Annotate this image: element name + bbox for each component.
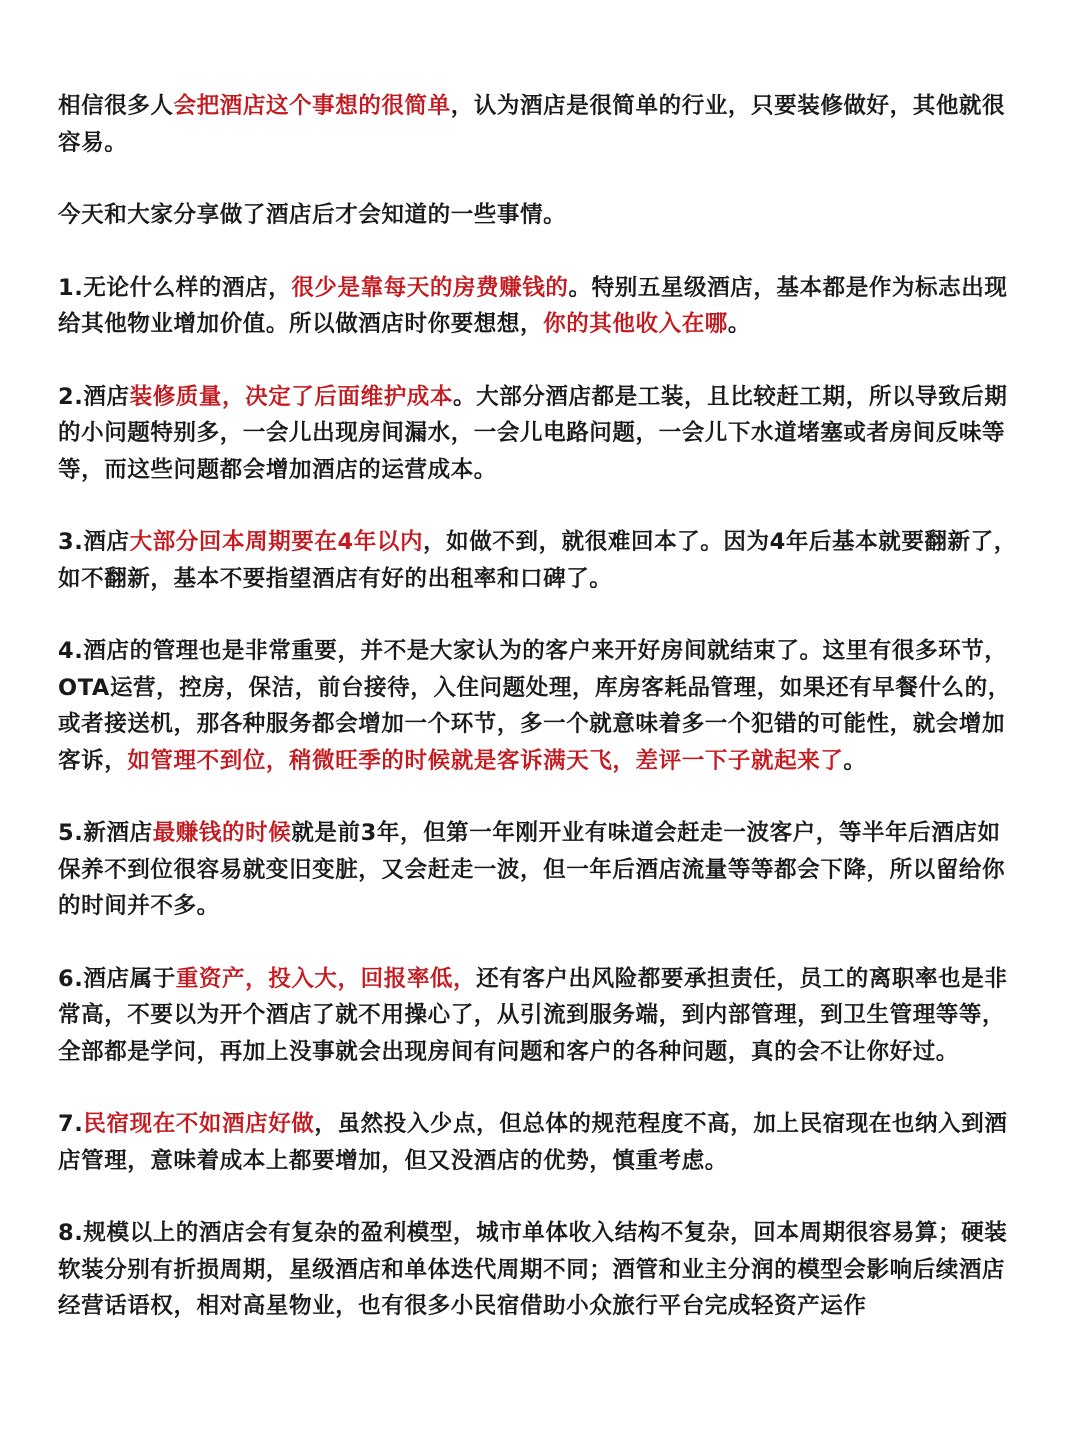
highlighted-text: 如管理不到位，稍微旺季的时候就是客诉满天飞，差评一下子就起来了 bbox=[127, 747, 844, 774]
body-text: 2.酒店 bbox=[58, 383, 130, 410]
highlighted-text: 你的其他收入在哪 bbox=[543, 311, 728, 337]
body-text: 。大部分酒店都是工装，且比较赶工期，所以导致后期的小问题特别多，一会儿出现房间漏水，一会儿电路问题，一会儿下水道堵塞或者房间反味等等，而这些问题都会增加酒店的运营成本。 bbox=[58, 383, 1008, 483]
body-text: 。 bbox=[843, 747, 867, 774]
body-text: 3.酒店 bbox=[58, 529, 130, 555]
body-text: 1.无论什么样的酒店， bbox=[58, 274, 292, 301]
highlighted-text: 大部分回本周期要在4年以内 bbox=[129, 529, 424, 555]
highlighted-text: 装修质量，决定了后面维护成本 bbox=[129, 383, 454, 410]
highlighted-text: 重资产，投入大，回报率低， bbox=[175, 965, 477, 992]
paragraph-point-6 bbox=[58, 961, 1022, 1071]
paragraph-point-1 bbox=[58, 270, 1022, 343]
paragraph-point-3 bbox=[58, 524, 1022, 597]
body-text: 。特别五星级酒店，基本都是作为标志出现给其他物业增加价值。所以做酒店时你要想想， bbox=[58, 274, 1008, 337]
paragraph-point-7 bbox=[58, 1106, 1022, 1179]
body-text: 8.规模以上的酒店会有复杂的盈利模型，城市单体收入结构不复杂，回本周期很容易算；硬装软装分别有折损周期，星级酒店和单体迭代周期不同；酒管和业主分润的模型会影响后续酒店经营话语权，相对高星物业，也有很多小民宿借助小众旅行平台完成轻资产运作 bbox=[58, 1220, 1008, 1319]
paragraph-point-4 bbox=[58, 633, 1022, 779]
paragraph-point-2 bbox=[58, 379, 1022, 489]
body-text: ，如做不到，就很难回本了。因为4年后基本就要翻新了，如不翻新，基本不要指望酒店有好的出租率和口碑了。 bbox=[58, 529, 1017, 592]
body-text: 就是前3年，但第一年刚开业有味道会赶走一波客户，等半年后酒店如保养不到位很容易就变旧变脏，又会赶走一波，但一年后酒店流量等等都会下降，所以留给你的时间并不多。 bbox=[58, 820, 1006, 919]
body-text: 。 bbox=[727, 311, 752, 337]
paragraph-share-intro bbox=[58, 197, 1022, 234]
body-text: ，虽然投入少点，但总体的规范程度不高，加上民宿现在也纳入到酒店管理，意味着成本上都要增加，但又没酒店的优势，慎重考虑。 bbox=[58, 1111, 1008, 1174]
paragraph-point-8 bbox=[58, 1215, 1022, 1325]
highlighted-text: 很少是靠每天的房费赚钱的 bbox=[291, 274, 569, 301]
highlighted-text: 最赚钱的时候 bbox=[152, 820, 292, 846]
paragraph-point-5 bbox=[58, 815, 1022, 925]
body-text: 4.酒店的管理也是非常重要，并不是大家认为的客户来开好房间就结束了。这里有很多环节，OTA运营，控房，保洁，前台接待，入住问题处理，库房客耗品管理，如果还有早餐什么的，或者接送机，那各种服务都会增加一个环节，多一个就意味着多一个犯错的可能性，就会增加客诉， bbox=[58, 638, 1011, 774]
highlighted-text: 民宿现在不如酒店好做 bbox=[83, 1111, 315, 1137]
body-text: 6.酒店属于 bbox=[58, 965, 176, 992]
body-text: 7. bbox=[58, 1111, 84, 1137]
highlighted-text: 会把酒店这个事想的很简单 bbox=[173, 93, 451, 119]
body-text: 今天和大家分享做了酒店后才会知道的一些事情。 bbox=[58, 202, 567, 228]
article-body bbox=[58, 88, 1022, 1325]
body-text: 5.新酒店 bbox=[58, 820, 153, 846]
body-text: 相信很多人 bbox=[58, 93, 174, 119]
paragraph-intro bbox=[58, 88, 1022, 161]
body-text: ，认为酒店是很简单的行业，只要装修做好，其他就很容易。 bbox=[58, 93, 1006, 156]
body-text: 还有客户出风险都要承担责任，员工的离职率也是非常高，不要以为开个酒店了就不用操心了，从引流到服务端，到内部管理，到卫生管理等等，全部都是学问，再加上没事就会出现房间有问题和客户的各种问题，真的会不让你好过。 bbox=[58, 965, 1008, 1065]
